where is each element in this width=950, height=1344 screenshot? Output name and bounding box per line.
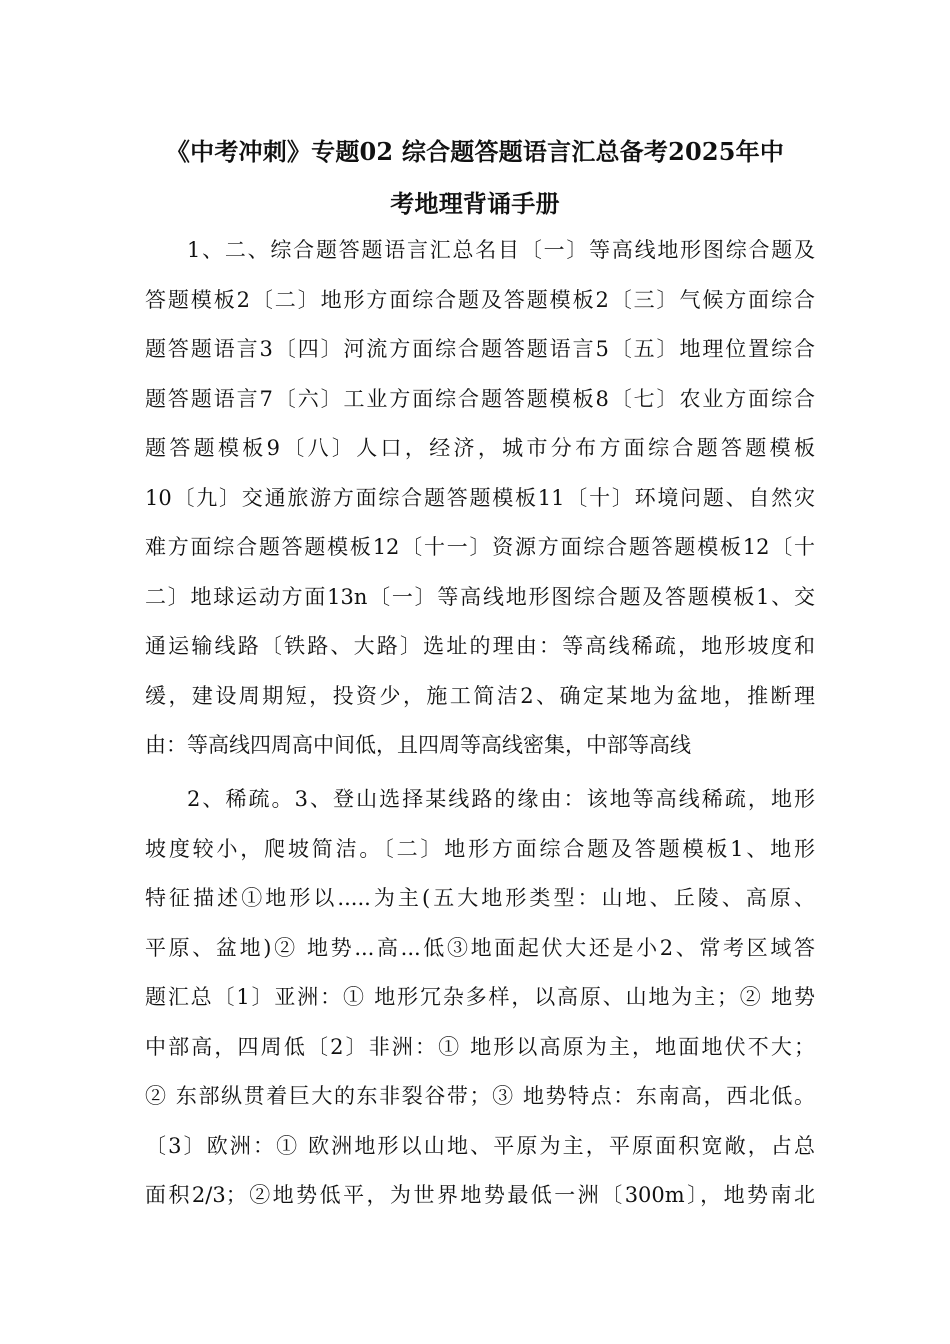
text-line: 坡度较小，爬坡简洁。〔二〕地形方面综合题及答题模板1、地形 xyxy=(145,836,815,861)
text-line: 1、二、综合题答题语言汇总名目〔一〕等高线地形图综合题及 xyxy=(187,238,815,262)
title-line: 考地理背诵手册 xyxy=(390,189,560,218)
text-line: 特征描述①地形以.....为主(五大地形类型：山地、丘陵、高原、 xyxy=(145,886,815,910)
title-line: 《中考冲刺》专题02 综合题答题语言汇总备考2025年中 xyxy=(165,137,785,166)
text-line: ② 东部纵贯着巨大的东非裂谷带；③ 地势特点：东南高，西北低。 xyxy=(145,1084,815,1108)
paragraph-1 xyxy=(145,226,815,771)
paragraph-2 xyxy=(145,775,815,1221)
text-line: 难方面综合题答题模板12〔十一〕资源方面综合题答题模板12〔十 xyxy=(145,535,815,559)
text-line: 中部高，四周低〔2〕非洲：① 地形以高原为主，地面地伏不大； xyxy=(145,1034,815,1059)
text-line: 2、稀疏。3、登山选择某线路的缘由：该地等高线稀疏，地形 xyxy=(187,787,815,811)
text-line: 二〕地球运动方面13n〔一〕等高线地形图综合题及答题模板1、交 xyxy=(145,584,815,609)
text-line: 通运输线路〔铁路、大路〕选址的理由：等高线稀疏，地形坡度和 xyxy=(145,634,815,658)
text-line: 10〔九〕交通旅游方面综合题答题模板11〔十〕环境问题、自然灾 xyxy=(145,485,815,510)
text-line: 缓，建设周期短，投资少，施工简洁2、确定某地为盆地，推断理 xyxy=(145,683,815,708)
text-line: 〔3〕欧洲：① 欧洲地形以山地、平原为主，平原面积宽敞，占总 xyxy=(145,1133,815,1158)
text-line: 答题模板2〔二〕地形方面综合题及答题模板2〔三〕气候方面综合 xyxy=(145,287,815,312)
text-line: 题答题语言7〔六〕工业方面综合题答题模板8〔七〕农业方面综合 xyxy=(145,386,815,411)
text-line: 平原、盆地)② 地势...高...低③地面起伏大还是小2、常考区域答 xyxy=(145,935,815,960)
document-title xyxy=(120,126,830,230)
text-line: 面积2/3；②地势低平，为世界地势最低一洲〔300m〕，地势南北 xyxy=(145,1183,815,1207)
text-line: 题答题语言3〔四〕河流方面综合题答题语言5〔五〕地理位置综合 xyxy=(145,337,815,361)
text-line: 题汇总〔1〕亚洲：① 地形冗杂多样，以高原、山地为主；② 地势 xyxy=(145,985,815,1009)
text-line: 题答题模板9〔八〕人口，经济，城市分布方面综合题答题模板 xyxy=(145,436,815,460)
text-line: 由：等高线四周高中间低，且四周等高线密集，中部等高线 xyxy=(145,733,691,757)
